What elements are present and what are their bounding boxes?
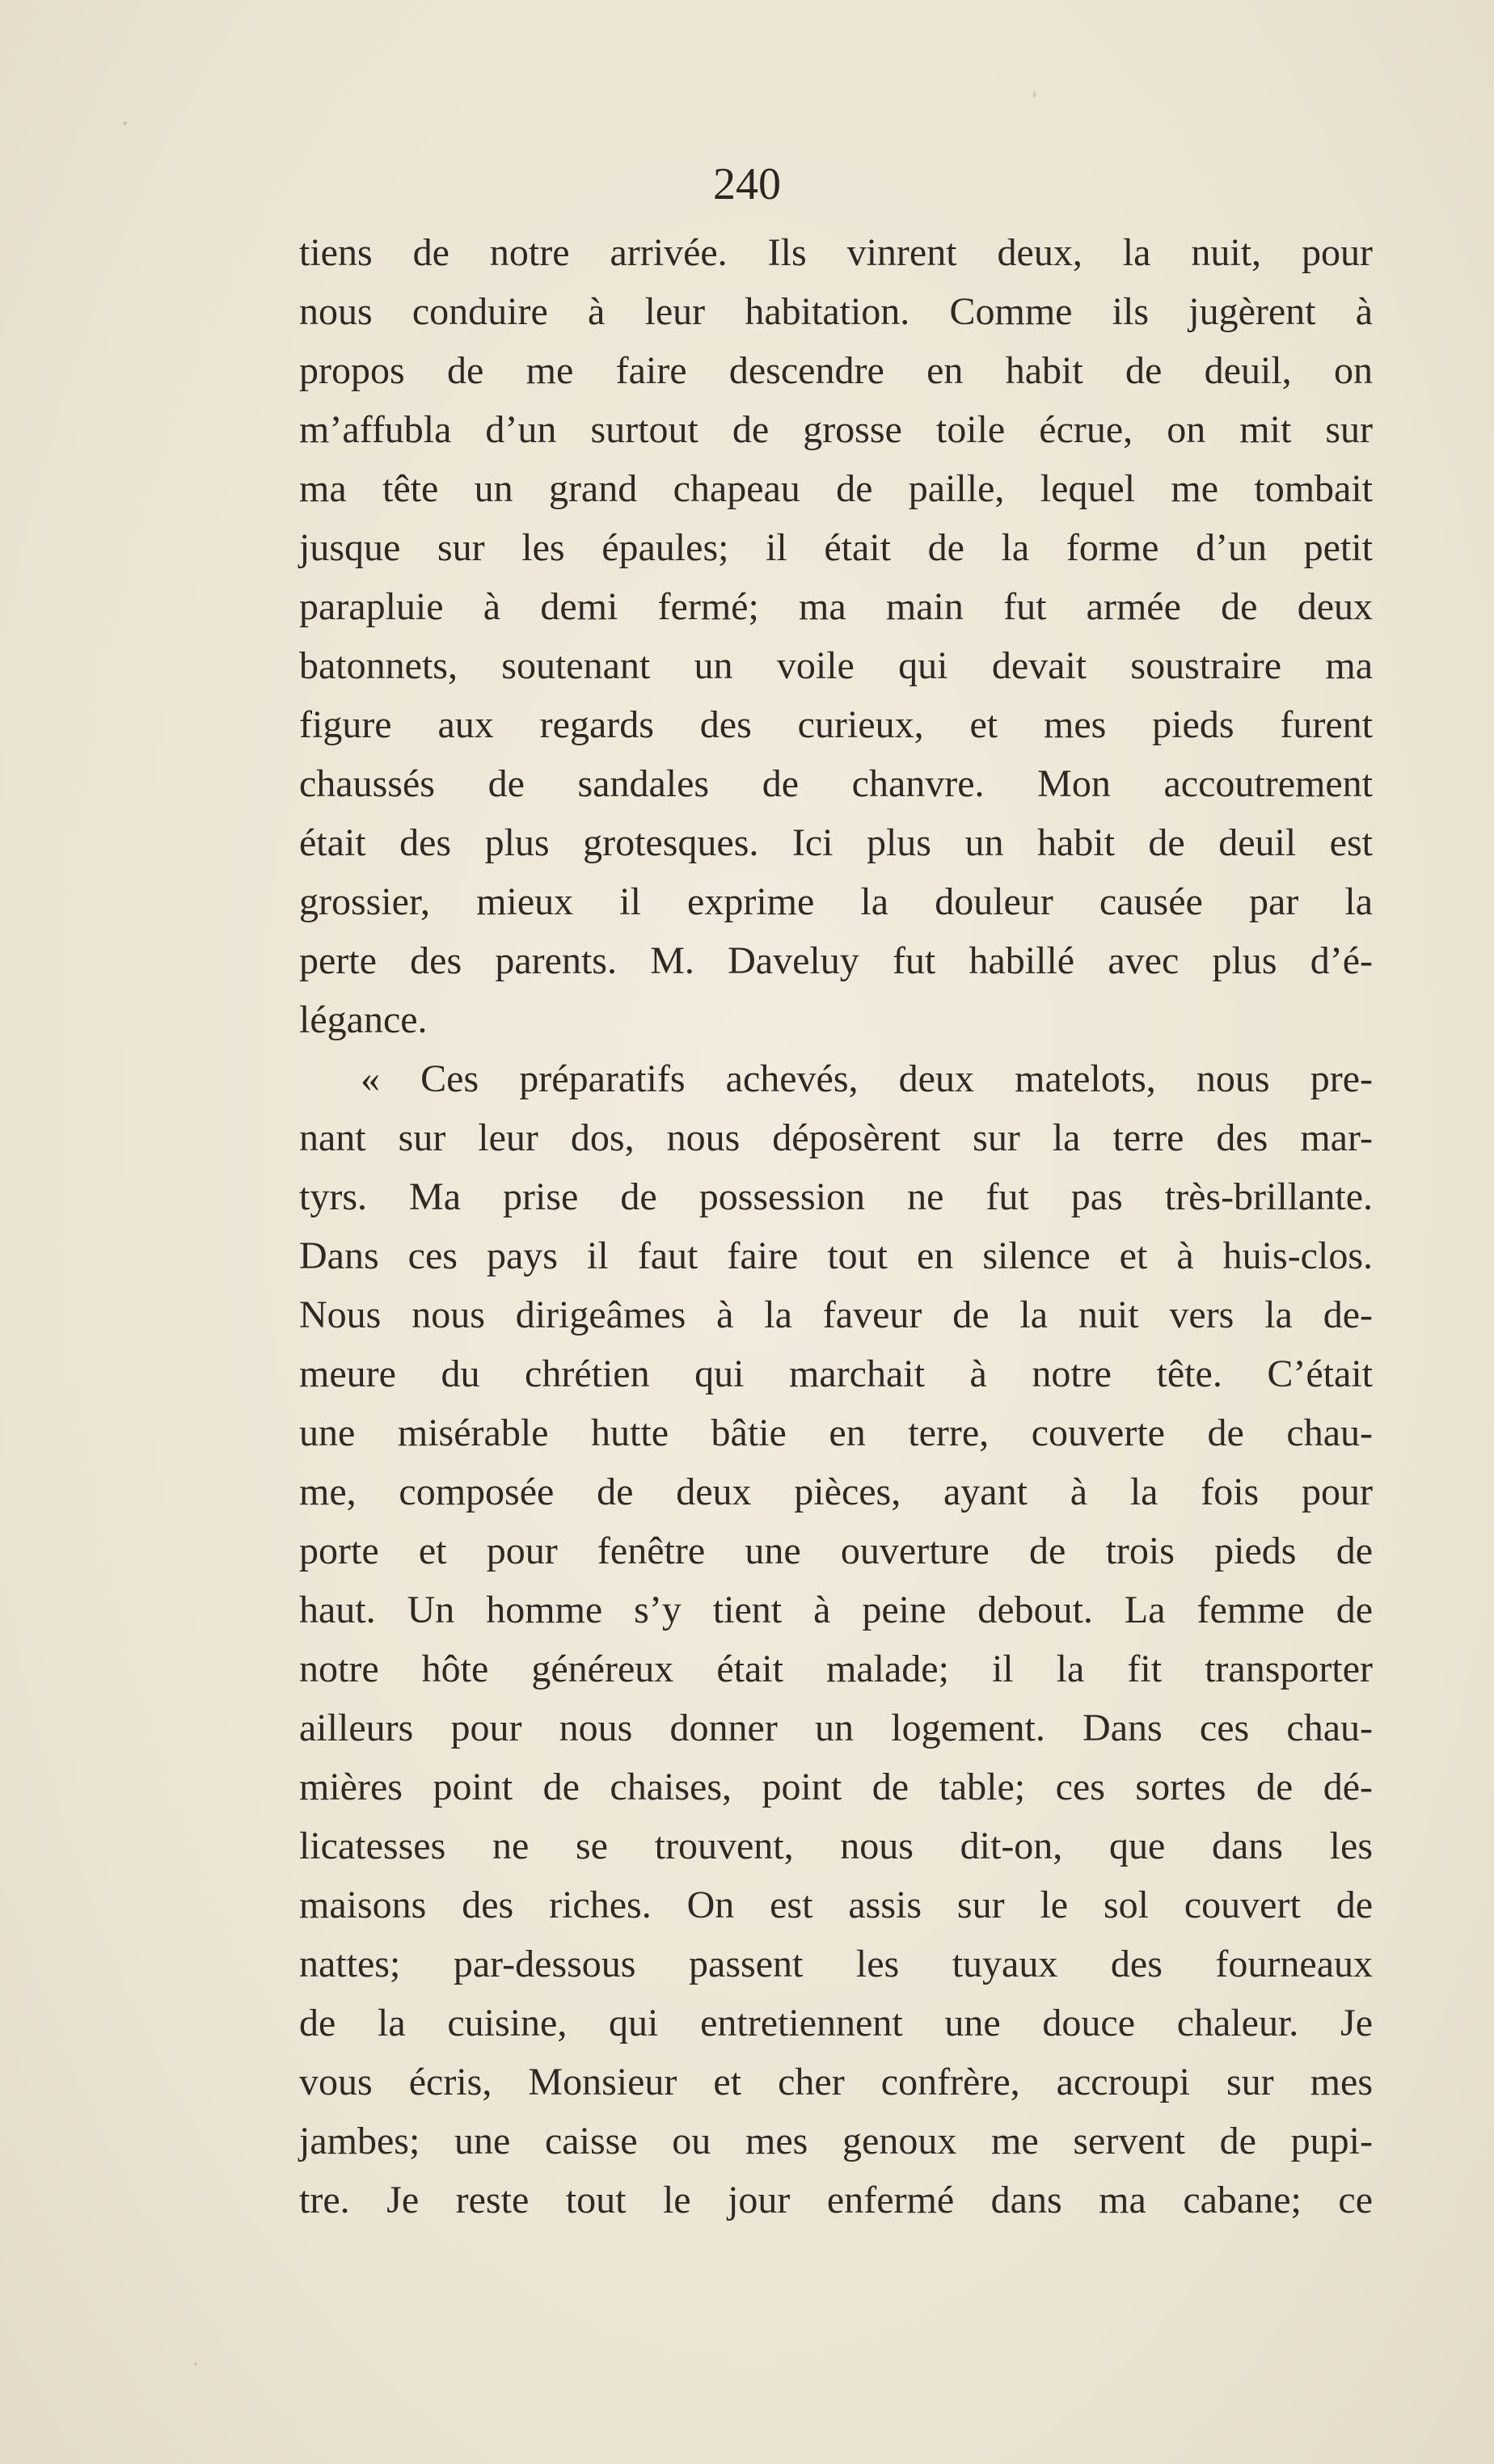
text-line: vous écris, Monsieur et cher confrère, accroupi sur mes	[299, 2061, 1373, 2103]
text-line: Dans ces pays il faut faire tout en silence et à huis-clos.	[299, 1234, 1373, 1277]
text-line: tiens de notre arrivée. Ils vinrent deux, la nuit, pour	[299, 231, 1373, 274]
text-line: une misérable hutte bâtie en terre, couverte de chau-	[299, 1411, 1373, 1454]
text-line: haut. Un homme s’y tient à peine debout. La femme de	[299, 1589, 1373, 1631]
text-line: jusque sur les épaules; il était de la forme d’un petit	[299, 526, 1373, 569]
text-line: licatesses ne se trouvent, nous dit-on, que dans les	[299, 1825, 1373, 1867]
text-line: nous conduire à leur habitation. Comme ils jugèrent à	[299, 290, 1373, 333]
text-line: propos de me faire descendre en habit de deuil, on	[299, 349, 1373, 392]
text-line: nant sur leur dos, nous déposèrent sur la terre des mar-	[299, 1116, 1373, 1159]
text-line: « Ces préparatifs achevés, deux matelots, nous pre-	[361, 1057, 1373, 1100]
paper-speck	[1033, 91, 1036, 98]
body-text	[299, 223, 1373, 2230]
paper-speck	[123, 121, 127, 125]
text-line: nattes; par-dessous passent les tuyaux des fourneaux	[299, 1943, 1373, 1985]
text-line: perte des parents. M. Daveluy fut habillé avec plus d’é-	[299, 939, 1373, 982]
text-line: de la cuisine, qui entretiennent une douce chaleur. Je	[299, 2002, 1373, 2044]
text-line: porte et pour fenêtre une ouverture de trois pieds de	[299, 1529, 1373, 1572]
text-line: figure aux regards des curieux, et mes pieds furent	[299, 703, 1373, 746]
text-line: tyrs. Ma prise de possession ne fut pas très-brillante.	[299, 1175, 1373, 1218]
text-line: m’affubla d’un surtout de grosse toile écrue, on mit sur	[299, 408, 1373, 451]
paper-speck	[194, 2362, 197, 2365]
page-number: 240	[713, 159, 781, 209]
text-line: ma tête un grand chapeau de paille, lequel me tombait	[299, 467, 1373, 510]
text-line: parapluie à demi fermé; ma main fut armée de deux	[299, 585, 1373, 628]
text-line: légance.	[299, 998, 428, 1041]
text-line: chaussés de sandales de chanvre. Mon accoutrement	[299, 762, 1373, 805]
text-line: jambes; une caisse ou mes genoux me servent de pupi-	[299, 2120, 1373, 2162]
text-line: était des plus grotesques. Ici plus un habit de deuil est	[299, 821, 1373, 864]
text-line: grossier, mieux il exprime la douleur causée par la	[299, 880, 1373, 923]
text-line: ailleurs pour nous donner un logement. Dans ces chau-	[299, 1707, 1373, 1749]
text-line: tre. Je reste tout le jour enfermé dans ma cabane; ce	[299, 2179, 1373, 2221]
text-line: me, composée de deux pièces, ayant à la fois pour	[299, 1470, 1373, 1513]
text-line: batonnets, soutenant un voile qui devait soustraire ma	[299, 644, 1373, 687]
text-line: meure du chrétien qui marchait à notre tête. C’était	[299, 1352, 1373, 1395]
text-line: mières point de chaises, point de table; ces sortes de dé-	[299, 1766, 1373, 1808]
text-line: notre hôte généreux était malade; il la fit transporter	[299, 1648, 1373, 1690]
text-line: Nous nous dirigeâmes à la faveur de la nuit vers la de-	[299, 1293, 1373, 1336]
text-line: maisons des riches. On est assis sur le sol couvert de	[299, 1884, 1373, 1926]
